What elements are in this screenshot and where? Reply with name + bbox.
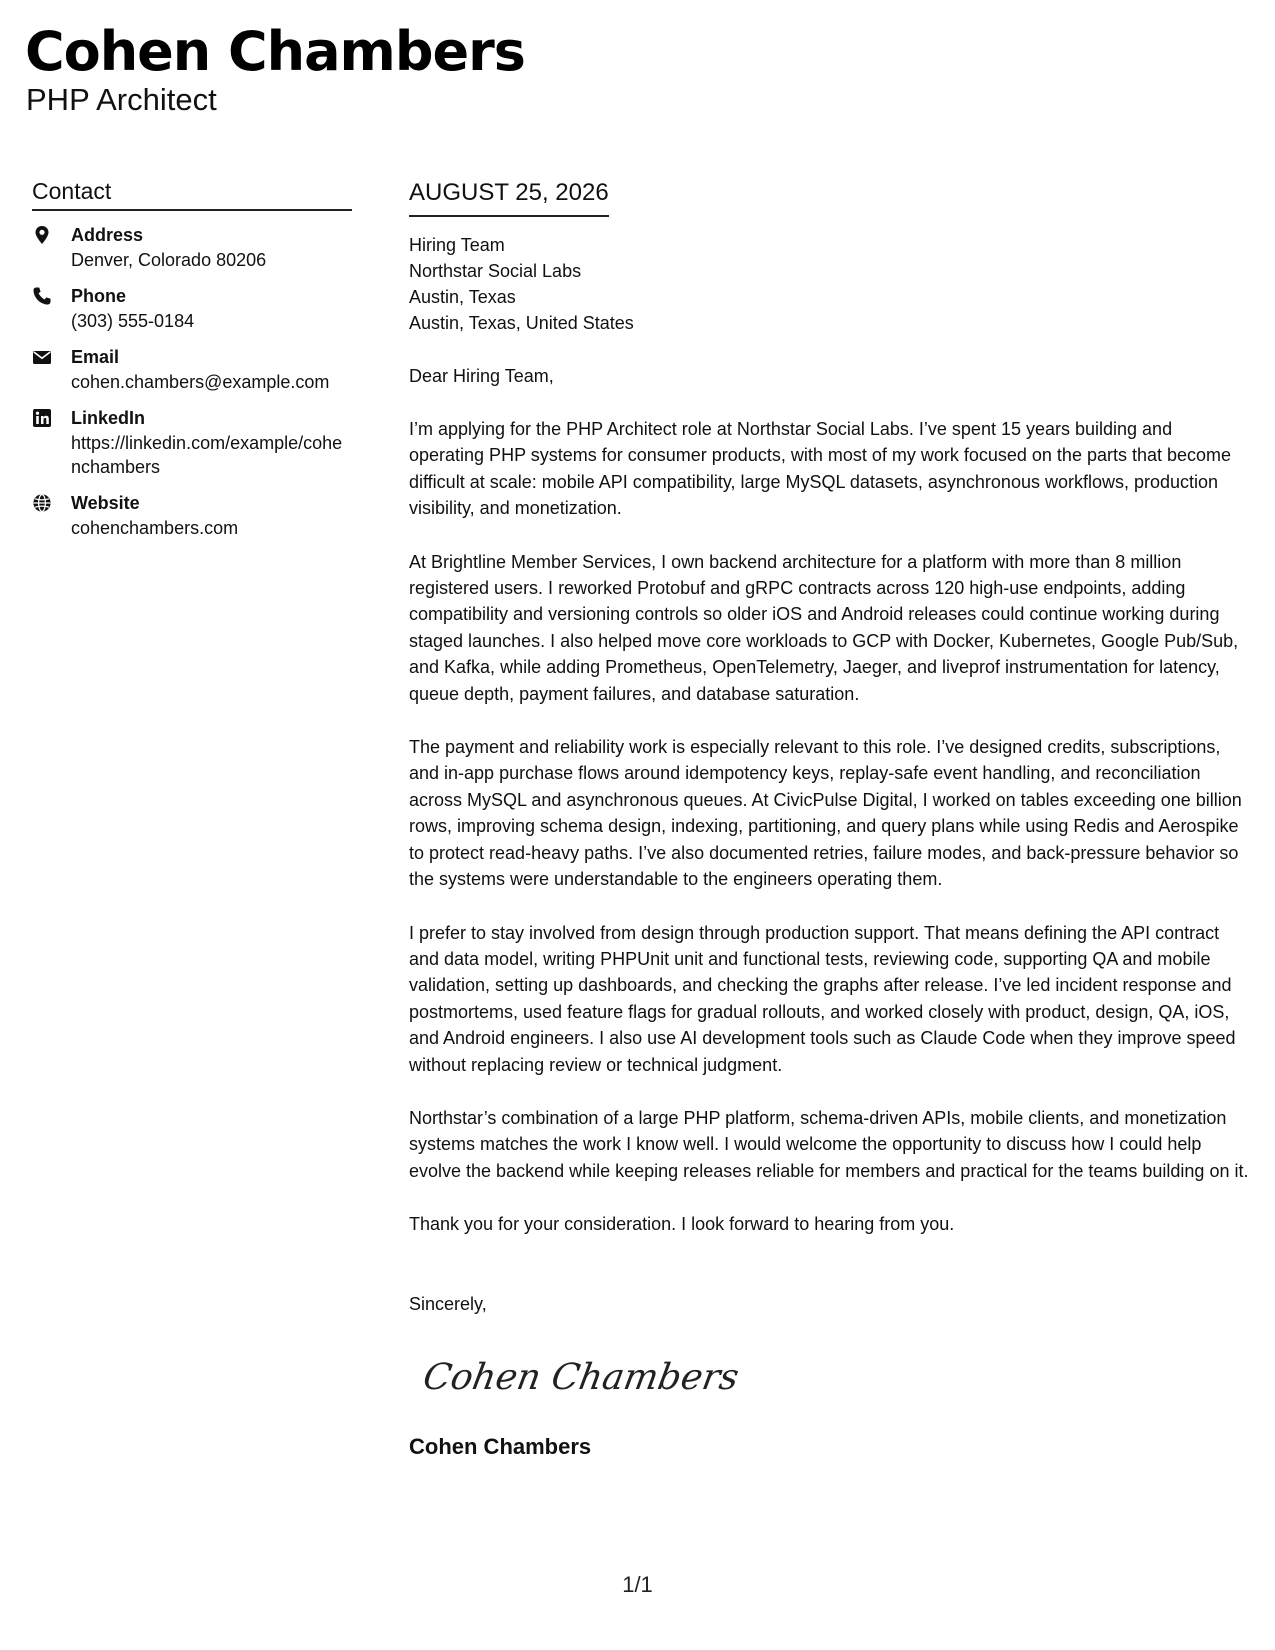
contact-sidebar	[32, 176, 352, 540]
linkedin-icon	[32, 408, 52, 428]
contact-item-email	[32, 345, 352, 394]
recipient-line: Austin, Texas, United States	[409, 313, 634, 333]
signature-image	[417, 1347, 743, 1407]
contact-label-email: Email	[71, 347, 120, 367]
contact-heading: Contact	[32, 176, 352, 211]
letter-paragraph: The payment and reliability work is especially relevant to this role. I’ve designed credits, subscriptions, and in-app purchase flows around idempotency keys, replay-safe event handling, and reconciliation across MySQL and asynchronous queues. At CivicPulse Digital, I worked on tables exceeding one billion rows, improving schema design, indexing, partitioning, and query plans while using Redis and Aerospike to protect read-heavy paths. I’ve also documented retries, failure modes, and back-pressure behavior so the systems were understandable to the engineers operating them.	[409, 737, 1242, 890]
page-number: 1/1	[622, 1572, 653, 1597]
letter-paragraph: I’m applying for the PHP Architect role at Northstar Social Labs. I’ve spent 15 years building and operating PHP systems for consumer products, with most of my work focused on the parts that become difficult at scale: mobile API compatibility, large MySQL datasets, asynchronous workflows, production visibility, and monetization.	[409, 419, 1232, 519]
envelope-icon	[32, 347, 52, 367]
letter-paragraph: Northstar’s combination of a large PHP platform, schema-driven APIs, mobile clients, and monetization systems matches the work I know well. I would welcome the opportunity to discuss how I could help evolve the backend while keeping releases reliable for members and practical for the teams building on it.	[409, 1107, 1249, 1181]
contact-item-phone	[32, 284, 352, 333]
contact-value-website[interactable]: cohenchambers.com	[71, 518, 239, 538]
contact-value-phone: (303) 555-0184	[71, 311, 195, 331]
map-pin-icon	[32, 225, 52, 245]
contact-item-address	[32, 223, 352, 272]
contact-item-website	[32, 491, 352, 540]
salutation: Dear Hiring Team,	[409, 366, 554, 386]
applicant-title: PHP Architect	[26, 82, 217, 117]
contact-item-linkedin	[32, 406, 352, 479]
letter-body	[409, 176, 1249, 1462]
phone-icon	[32, 286, 52, 306]
applicant-name: Cohen Chambers	[25, 20, 525, 83]
globe-icon	[32, 493, 52, 513]
contact-value-linkedin[interactable]: https://linkedin.com/example/cohenchambers	[71, 433, 343, 477]
recipient-block	[409, 232, 1249, 336]
letter-paragraph: At Brightline Member Services, I own backend architecture for a platform with more than 8 million registered users. I reworked Protobuf and gRPC contracts across 120 high-use endpoints, adding compatibility and versioning controls so older iOS and Android releases could continue working during staged launches. I also helped move core workloads to GCP with Docker, Kubernetes, Google Pub/Sub, and Kafka, while adding Prometheus, OpenTelemetry, Jaeger, and liveprof instrumentation for latency, queue depth, payment failures, and database saturation.	[409, 551, 1239, 704]
closing: Sincerely,	[409, 1293, 487, 1314]
contact-label-address: Address	[71, 225, 144, 245]
contact-label-phone: Phone	[71, 286, 127, 306]
recipient-line: Hiring Team	[409, 235, 505, 255]
contact-label-linkedin: LinkedIn	[71, 408, 146, 428]
signer-name: Cohen Chambers	[409, 1433, 592, 1459]
recipient-line: Austin, Texas	[409, 287, 516, 307]
signature-text: Cohen Chambers	[420, 1354, 743, 1398]
letter-paragraph: I prefer to stay involved from design through production support. That means defining the API contract and data model, writing PHPUnit unit and functional tests, reviewing code, supporting QA and mobile validation, setting up dashboards, and checking the graphs after release. I’ve led incident response and postmortems, used feature flags for gradual rollouts, and worked closely with product, design, QA, iOS, and Android engineers. I also use AI development tools such as Claude Code when they improve speed without replacing review or technical judgment.	[409, 922, 1236, 1075]
contact-value-email: cohen.chambers@example.com	[71, 372, 330, 392]
contact-label-website: Website	[71, 493, 140, 513]
contact-value-address: Denver, Colorado 80206	[71, 250, 267, 270]
letter-paragraph: Thank you for your consideration. I look forward to hearing from you.	[409, 1214, 955, 1235]
letter-date: AUGUST 25, 2026	[409, 176, 609, 217]
recipient-line: Northstar Social Labs	[409, 261, 582, 281]
